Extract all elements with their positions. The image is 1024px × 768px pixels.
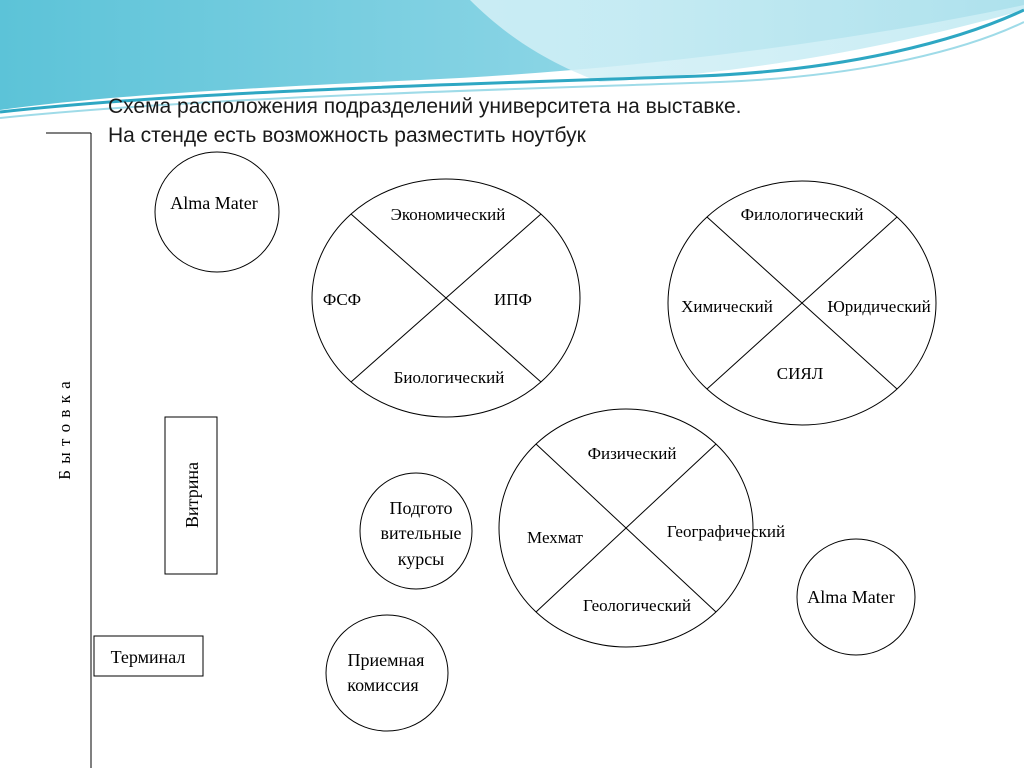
prep-courses-line-3: курсы [397,549,445,569]
slide-title-line-1: Схема расположения подразделений университета на выставке. [108,95,742,118]
vitrina-label: Витрина [182,462,202,528]
prep-courses-line-2: вительные [380,523,462,543]
admission-line-1: Приемная [347,650,425,670]
philo-top-label: Филологический [740,205,864,224]
phys-left-label: Мехмат [527,528,583,547]
philo-left-label: Химический [681,297,773,316]
alma-mater-right-label: Alma Mater [807,587,895,607]
phys-top-label: Физический [587,444,677,463]
side-label-bytovka: Б ы т о в к а [55,380,74,480]
prep-courses-line-1: Подгото [389,498,453,518]
econ-left-label: ФСФ [322,290,362,309]
phys-right-label: Географический [666,522,786,541]
admission-line-2: комиссия [347,675,419,695]
admission-circle [326,615,448,731]
econ-bottom-label: Биологический [393,368,505,387]
philo-bottom-label: СИЯЛ [776,364,824,383]
terminal-label: Терминал [110,647,186,667]
phys-bottom-label: Геологический [583,596,691,615]
econ-top-label: Экономический [390,205,506,224]
alma-mater-top-label: Alma Mater [170,193,258,213]
slide-title-line-2: На стенде есть возможность разместить ноутбук [108,124,586,147]
econ-right-label: ИПФ [494,290,532,309]
philo-right-label: Юридический [827,297,931,316]
